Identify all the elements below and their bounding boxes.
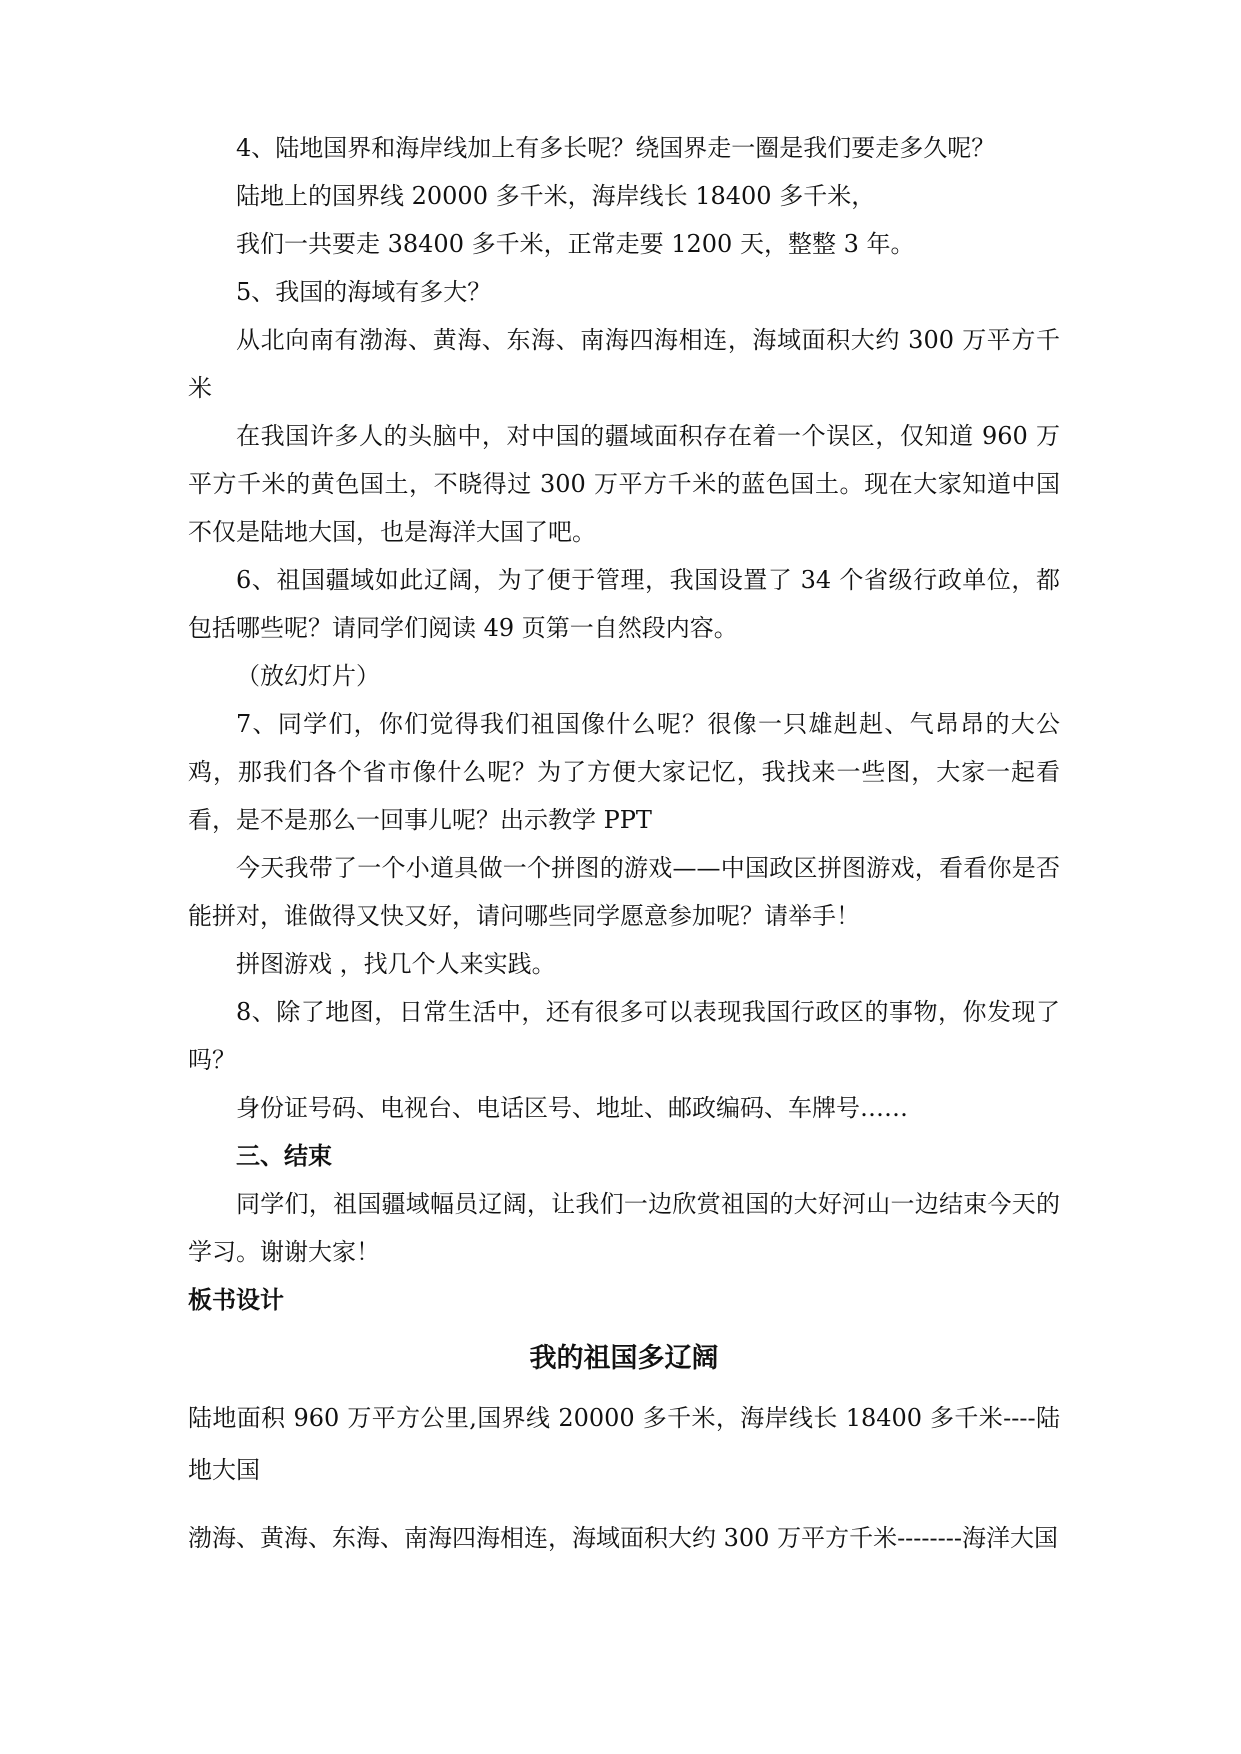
board-line-land: 陆地面积 960 万平方公里,国界线 20000 多千米，海岸线长 18400 多千米----陆地大国: [188, 1404, 1060, 1484]
board-design-heading: 板书设计: [188, 1286, 284, 1314]
paragraph-q5: 5、我国的海域有多大？: [236, 278, 492, 306]
paragraph-walk-time: 我们一共要走 38400 多千米，正常走要 1200 天，整整 3 年。: [236, 230, 915, 258]
paragraph-puzzle-practice: 拼图游戏 ，找几个人来实践。: [236, 950, 556, 978]
paragraph-q7: 7、同学们，你们觉得我们祖国像什么呢？很像一只雄赳赳、气昂昂的大公鸡，那我们各个省市像什么呢？为了方便大家记忆，我找来一些图，大家一起看看，是不是那么一回事儿呢？出示教学 PPT: [188, 710, 1060, 834]
section-heading-end: 三、结束: [236, 1142, 332, 1170]
paragraph-border-length: 陆地上的国界线 20000 多千米，海岸线长 18400 多千米，: [236, 182, 876, 210]
paragraph-slides: （放幻灯片）: [236, 662, 380, 690]
paragraph-q4: 4、陆地国界和海岸线加上有多长呢？绕国界走一圈是我们要走多久呢？: [236, 134, 996, 162]
lesson-body: [188, 124, 1060, 1132]
board-title: 我的祖国多辽阔: [529, 1343, 719, 1374]
board-line-sea: 渤海、黄海、东海、南海四海相连，海域面积大约 300 万平方千米--------海洋大国: [188, 1524, 1058, 1552]
paragraph-q8: 8、除了地图，日常生活中，还有很多可以表现我国行政区的事物，你发现了吗？: [188, 998, 1060, 1074]
paragraph-closing: 同学们，祖国疆域幅员辽阔，让我们一边欣赏祖国的大好河山一边结束今天的学习。谢谢大家！: [188, 1190, 1060, 1266]
paragraph-examples: 身份证号码、电视台、电话区号、地址、邮政编码、车牌号……: [236, 1094, 908, 1122]
paragraph-misconception: 在我国许多人的头脑中，对中国的疆域面积存在着一个误区，仅知道 960 万平方千米的黄色国土，不晓得过 300 万平方千米的蓝色国土。现在大家知道中国不仅是陆地大国，也是海洋大国了吧。: [188, 422, 1060, 546]
paragraph-seas: 从北向南有渤海、黄海、东海、南海四海相连，海域面积大约 300 万平方千米: [188, 326, 1060, 402]
paragraph-puzzle-intro: 今天我带了一个小道具做一个拼图的游戏——中国政区拼图游戏，看看你是否能拼对，谁做得又快又好，请问哪些同学愿意参加呢？请举手！: [188, 854, 1060, 930]
paragraph-q6: 6、祖国疆域如此辽阔，为了便于管理，我国设置了 34 个省级行政单位，都包括哪些呢？请同学们阅读 49 页第一自然段内容。: [188, 566, 1060, 642]
document-page: [188, 124, 1060, 1580]
